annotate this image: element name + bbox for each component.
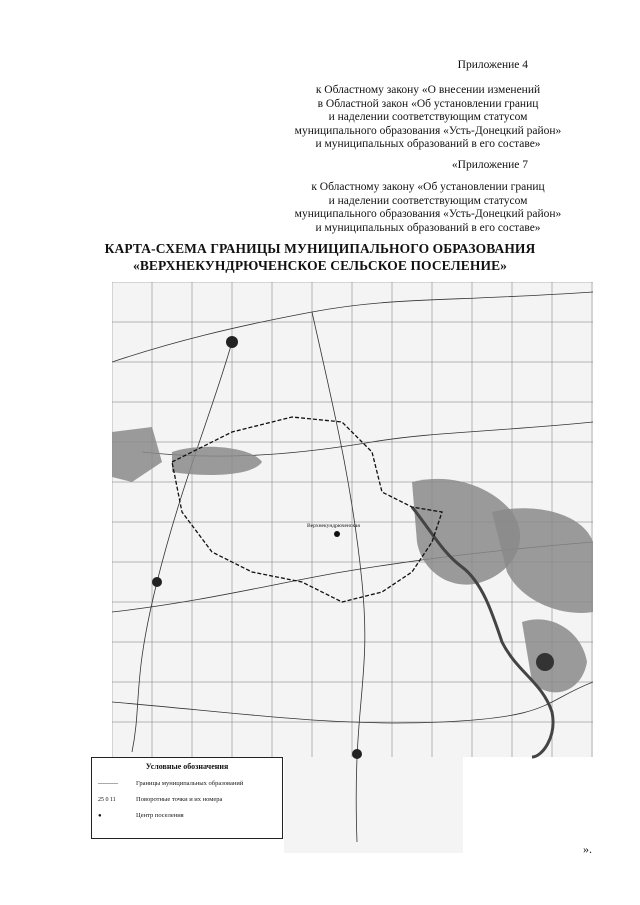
annex2-title: «Приложение 7 <box>451 159 528 171</box>
map-title <box>0 240 640 274</box>
settlement-marker <box>226 336 238 348</box>
annex2-text <box>263 181 593 235</box>
legend-item-label: Центр поселения <box>136 812 184 819</box>
annex-line: и муниципальных образований в его составе» <box>315 138 541 150</box>
map-legend <box>91 757 283 839</box>
legend-item <box>98 812 184 819</box>
legend-item-label: Границы муниципальных образований <box>136 780 244 787</box>
legend-item <box>98 780 243 787</box>
map-title-line2: «ВЕРХНЕКУНДРЮЧЕНСКОЕ СЕЛЬСКОЕ ПОСЕЛЕНИЕ» <box>132 258 508 273</box>
turning-point-symbol: 25 0 11 <box>98 796 116 803</box>
annex-text <box>263 84 593 152</box>
map-lower-extension <box>284 757 463 853</box>
annex-line: и наделении соответствующим статусом <box>328 111 528 123</box>
annex2-line: к Областному закону «Об установлении границ <box>311 181 545 193</box>
legend-item <box>98 796 222 803</box>
annex-line: муниципального образования «Усть-Донецкий район» <box>294 124 562 137</box>
map-title-line1: КАРТА-СХЕМА ГРАНИЦЫ МУНИЦИПАЛЬНОГО ОБРАЗОВАНИЯ <box>104 241 536 256</box>
settlement-marker <box>536 653 554 671</box>
closing-quote: ». <box>583 842 592 856</box>
annex-title: Приложение 4 <box>457 59 528 71</box>
settlement-label: Верхнекундрюченская <box>307 523 360 529</box>
annex2-line: муниципального образования «Усть-Донецкий район» <box>294 208 562 220</box>
legend-item-label: Поворотные точки и их номера <box>136 796 223 803</box>
settlement-marker <box>152 577 162 587</box>
annex2-line: и наделении соответствующим статусом <box>328 194 528 207</box>
settlement-center-icon: ● <box>98 812 102 819</box>
settlement-marker <box>352 749 362 759</box>
annex-line: к Областному закону «О внесении изменений <box>315 84 541 96</box>
boundary-line-symbol: ---------- <box>98 780 118 787</box>
settlement-center-marker <box>334 531 340 537</box>
annex2-line: и муниципальных образований в его составе» <box>315 221 541 234</box>
legend-title: Условные обозначения <box>145 762 229 771</box>
annex-line: в Областной закон «Об установлении границ <box>317 97 539 110</box>
